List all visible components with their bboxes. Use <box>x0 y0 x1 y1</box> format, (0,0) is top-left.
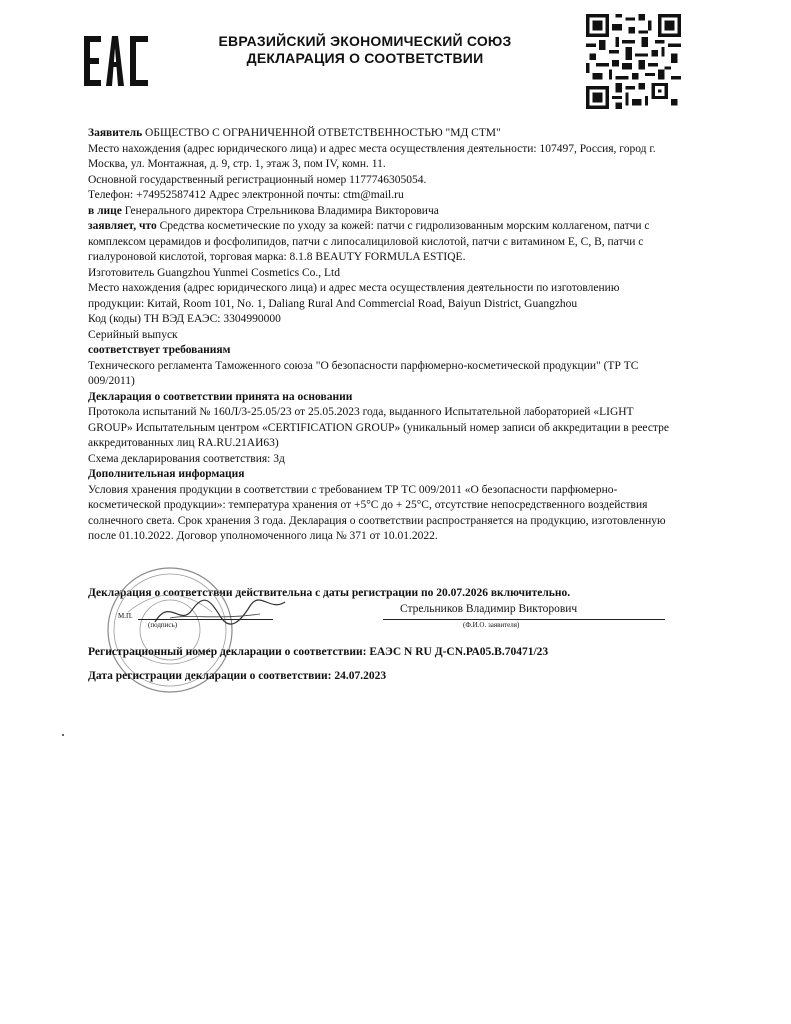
person-name: Генерального директора Стрельникова Владимира Викторовича <box>121 204 439 217</box>
declares-line <box>88 219 672 266</box>
name-caption: (Ф.И.О. заявителя) <box>463 621 520 629</box>
document-header <box>200 33 530 67</box>
signature-line <box>138 619 273 620</box>
stamp-place-label: М.П. <box>118 612 133 620</box>
qr-code <box>586 14 681 109</box>
name-line <box>383 619 665 620</box>
scheme-text: Схема декларирования соответствия: 3д <box>88 452 285 465</box>
eac-logo <box>84 36 148 86</box>
basis-label: Декларация о соответствии принята на основании <box>88 390 353 403</box>
applicant-address: Место нахождения (адрес юридического лица) и адрес места осуществления деятельности: 107497, Россия, город г. Москва, ул. Монтажная, д. 9, стр. 1, этаж 3, пом IV, комн. 11. <box>88 142 656 170</box>
person-label: в лице <box>88 204 122 217</box>
declaration-body <box>88 126 672 545</box>
declares-label: заявляет, что <box>88 220 157 232</box>
basis-text: Протокола испытаний № 160Л/3-25.05/23 от 25.05.2023 года, выданного Испытательной лабораторией «LIGHT GROUP» Испытательным центром «CERTIFICATION GROUP» (уникальный номер записи об аккредитации в реестре аккредитованных лиц RA.RU.21АИ63) <box>88 406 669 449</box>
registration-date: Дата регистрации декларации о соответствии: 24.07.2023 <box>88 670 387 682</box>
additional-text: Условия хранения продукции в соответствии с требованием ТР ТС 009/2011 «О безопасности парфюмерно-косметической продукции»: температура хранения от +5°С до + 25°С, отсутствие непосредственного воздействия солнечного света. Срок хранения 3 года. Декларация о соответствии распространяется на продукцию, изготовленную после 01.10.2022. Договор уполномоченного лица № 371 от 10.01.2022. <box>88 483 666 542</box>
additional-label: Дополнительная информация <box>88 468 245 480</box>
manufacturer-name: Изготовитель Guangzhou Yunmei Cosmetics Co., Ltd <box>88 266 340 279</box>
applicant-line <box>88 126 672 142</box>
applicant-name: ОБЩЕСТВО С ОГРАНИЧЕННОЙ ОТВЕТСТВЕННОСТЬЮ "МД СТМ" <box>142 127 501 139</box>
applicant-label: Заявитель <box>88 127 143 139</box>
product-description: Средства косметические по уходу за кожей: патчи с гидролизованным морским коллагеном, патчи с комплексом церамидов и фосфолипидов, патчи с липосалициловой кислотой, патчи с витамином Е, С, В, патчи с гиалуроновой кислотой, торговая марка: 8.1.8 BEAUTY FORMULA ESTIQE. <box>88 220 650 263</box>
manufacturer-address: Место нахождения (адрес юридического лица) и адрес места осуществления деятельности по изготовлению продукции: Китай, Room 101, No. 1, Daliang Rural And Commercial Road, Baiyun District, Guangzhou <box>88 282 620 310</box>
serial-release: Серийный выпуск <box>88 328 178 341</box>
applicant-ogrn: Основной государственный регистрационный номер 1177746305054. <box>88 173 427 186</box>
person-line <box>88 204 672 220</box>
scan-speck <box>62 734 64 736</box>
validity-statement: Декларация о соответствии действительна с даты регистрации по 20.07.2026 включительно. <box>88 587 571 599</box>
header-title: ДЕКЛАРАЦИЯ О СООТВЕТСТВИИ <box>246 50 484 66</box>
signature-caption: (подпись) <box>148 621 178 629</box>
header-union: ЕВРАЗИЙСКИЙ ЭКОНОМИЧЕСКИЙ СОЮЗ <box>218 33 512 49</box>
applicant-contacts: Телефон: +74952587412 Адрес электронной почты: ctm@mail.ru <box>88 189 404 201</box>
hs-code: Код (коды) ТН ВЭД ЕАЭС: 3304990000 <box>88 313 281 325</box>
requirements-label: соответствует требованиям <box>88 344 231 356</box>
registration-number: Регистрационный номер декларации о соответствии: ЕАЭС N RU Д-CN.РА05.В.70471/23 <box>88 646 549 658</box>
requirements-text: Технического регламента Таможенного союза "О безопасности парфюмерно-косметической продукции" (ТР ТС 009/2011) <box>88 359 639 387</box>
signatory-name: Стрельников Владимир Викторович <box>400 603 578 615</box>
